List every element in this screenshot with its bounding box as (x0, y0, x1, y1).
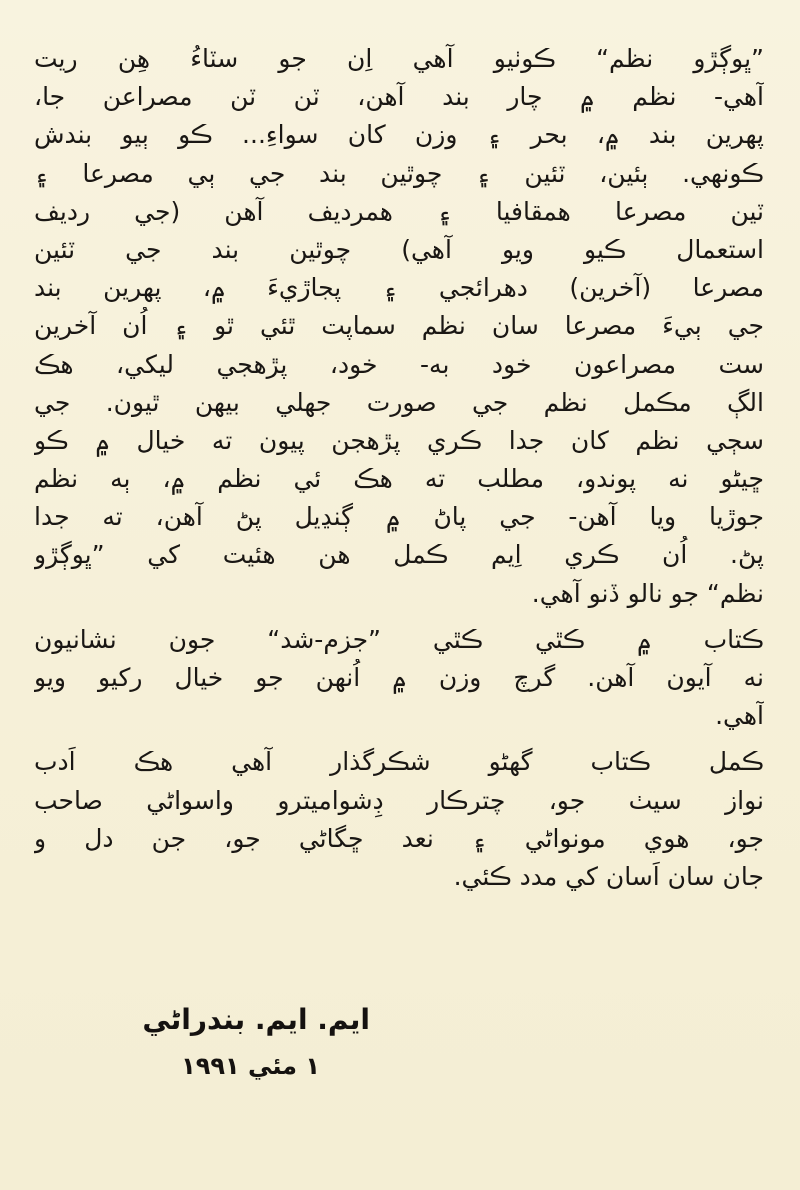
text-line: نواز سيٺ جو، چترڪار ڊِشواميترو واسواڻي صاحب (34, 785, 764, 815)
text-line: آهي- نظم ۾ چار بند آهن، ٽن ٽن مصراعن جا، (34, 82, 764, 112)
signature-date: ۱ مئي ۱۹۹۱ (181, 1052, 320, 1080)
preface-text (34, 40, 764, 896)
paragraph-spacer (34, 613, 764, 621)
text-line: ست مصراعون خود به- خود، پڙهجي ليکي، هڪ (34, 349, 764, 379)
text-line: استعمال ڪيو ويو آهي) چوٿين بند جي ٽئين (34, 234, 764, 264)
paragraph-spacer (34, 735, 764, 743)
author-signature: ايم. ايم. بندراڻي (142, 1003, 370, 1036)
paragraph-2 (34, 621, 764, 736)
text-line: نظم“ جو نالو ڏنو آهي. (531, 578, 764, 608)
text-line: ڪتاب ۾ ڪٿي ڪٿي ”جزم-شد“ جون نشانيون (34, 624, 764, 654)
text-line: جو، هوي مونواڻي ۽ نعد ڇگاڻي جو، جن دل و (34, 823, 764, 853)
text-line: ڪونهي. ٻئين، ٽئين ۽ چوٿين بند جي ٻي مصرعا ۽ (34, 158, 764, 188)
text-line: الڳ مڪمل نظم جي صورت جهلي بيهن ٿيون. جي (34, 387, 764, 417)
text-line: مصرعا (آخرين) دهرائجي ۽ پجاڙيءَ ۾، پهرين بند (34, 273, 764, 303)
text-line: سڄي نظم کان جدا ڪري پڙهجن پيون ته خيال ۾ ڪو (34, 425, 764, 455)
text-line: پهرين بند ۾، بحر ۽ وزن کان سواءِ... ڪو ٻيو بندش (34, 120, 764, 150)
text-line: ٽين مصرعا همقافيا ۽ همرديف آهن (جي رديف (34, 196, 764, 226)
text-line: ”ڀوڳڙو نظم“ ڪوٺيو آهي اِن جو سٽاءُ هِن ريت (34, 44, 764, 73)
text-line: نه آيون آهن. گرچ وزن ۾ اُنهن جو خيال رکيو ويو (34, 663, 764, 692)
text-line: ڇيڻو نه پوندو، مطلب ته هڪ ئي نظم ۾، ٻه نظم (34, 464, 764, 494)
paragraph-3 (34, 743, 764, 896)
text-line: آهي. (715, 701, 764, 731)
paragraph-1 (34, 40, 764, 613)
text-line: پڻ. اُن ڪري اِيم ڪمل هن هئيت کي ”ڀوڳڙو (34, 540, 764, 570)
text-line: جي ٻيءَ مصرعا سان نظم سماپت ٿئي ٿو ۽ اُن آخرين (34, 311, 764, 341)
text-line: ڪمل ڪتاب گهڻو شڪرگذار آهي هڪ اَدب (34, 747, 764, 777)
text-line: جوڙيا ويا آهن- جي پاڻ ۾ ڳنڍيل پڻ آهن، ته جدا (34, 502, 764, 532)
text-line: جان سان اَسان کي مدد ڪئي. (453, 861, 764, 891)
